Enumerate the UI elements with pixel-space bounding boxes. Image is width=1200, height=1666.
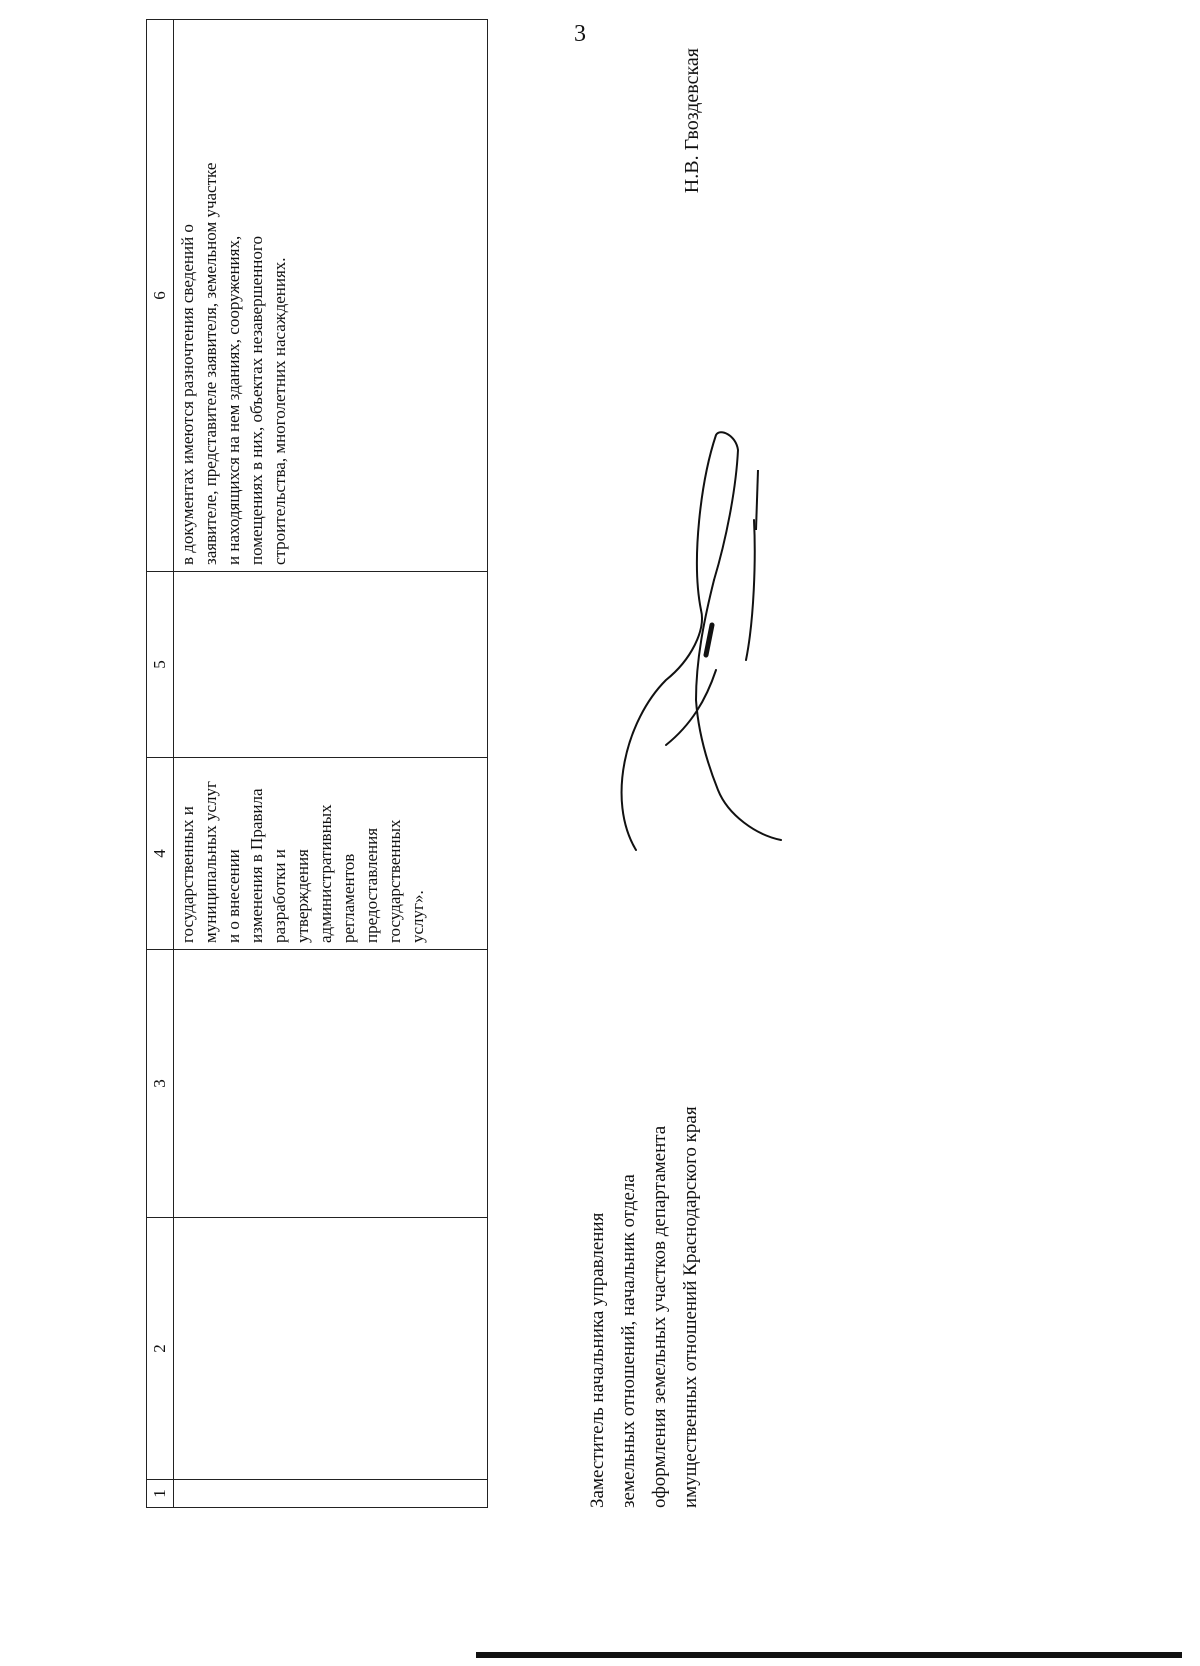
table-cell-regulation: государственных и муниципальных услуг и о внесении изменения в Правила разработки и утверждения административных регламентов предоставления государственных услуг».: [174, 758, 488, 950]
column-header: 5: [147, 572, 174, 758]
table-cell: [174, 1218, 488, 1480]
table-cell: [174, 950, 488, 1218]
column-header: 6: [147, 20, 174, 572]
signer-name: Н.В. Гвоздевская: [681, 48, 703, 194]
column-header: 1: [147, 1480, 174, 1508]
table-cell: [174, 572, 488, 758]
page-number: 3: [574, 21, 586, 47]
signer-position: Заместитель начальника управления земельных отношений, начальник отдела оформления земельных участков департамента имущественных отношений Краснодарского края: [587, 1106, 701, 1508]
handwritten-signature: [596, 420, 786, 860]
table-row: [174, 20, 488, 1508]
table-cell-discrepancy: в документах имеются разночтения сведений о заявителе, представителе заявителя, земельном участке и находящихся на нем зданиях, сооружениях, помещениях в них, объектах незавершенного строительства, многолетних насаждениях.: [174, 20, 488, 572]
table-header-row: [147, 20, 174, 1508]
table-cell: [174, 1480, 488, 1508]
column-header: 2: [147, 1218, 174, 1480]
column-header: 3: [147, 950, 174, 1218]
column-header: 4: [147, 758, 174, 950]
data-table: [146, 19, 488, 1508]
bottom-rule: [476, 1652, 1182, 1658]
